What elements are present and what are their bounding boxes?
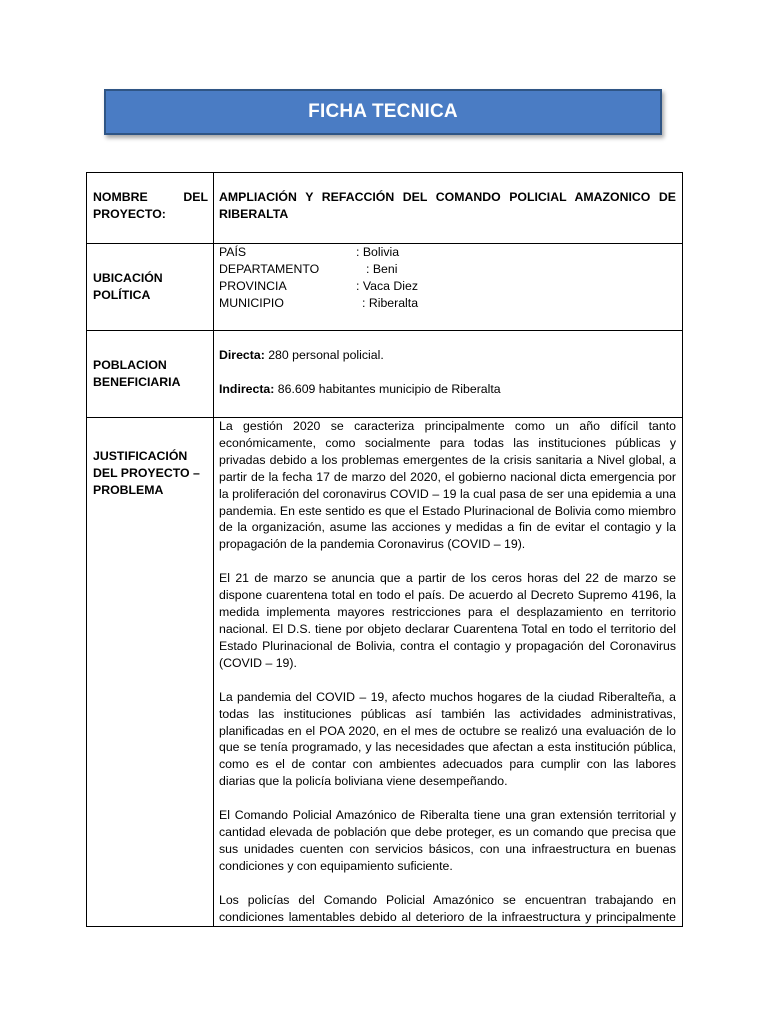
justificacion-value-cell bbox=[214, 418, 683, 927]
justificacion-paragraph: La gestión 2020 se caracteriza principalmente como un año difícil tanto económicamente, como socialmente para todas las instituciones públicas y privadas debido a los problemas emergentes de la crisis sanitaria a Nivel global, a partir de la fecha 17 de marzo del 2020, el gobierno nacional dicta emergencia por la proliferación del coronavirus COVID – 19 la cual pasa de ser una epidemia a una pandemia. En este sentido es que el Estado Plurinacional de Bolivia como miembro de la organización, asume las acciones y medidas a fin de evitar el contagio y la propagación de la pandemia Coronavirus (COVID – 19). bbox=[219, 419, 676, 552]
poblacion-indirecta bbox=[219, 381, 676, 398]
ubicacion-value: : Vaca Diez bbox=[356, 278, 418, 293]
indirecta-value: 86.609 habitantes municipio de Riberalta bbox=[274, 381, 501, 396]
nombre-label-cell bbox=[87, 173, 214, 244]
ubicacion-value: : Riberalta bbox=[362, 295, 419, 310]
directa-label: Directa: bbox=[219, 348, 265, 362]
indirecta-label: Indirecta: bbox=[219, 381, 275, 396]
nombre-value: AMPLIACIÓN Y REFACCIÓN DEL COMANDO POLICIAL AMAZONICO DE RIBERALTA bbox=[219, 190, 676, 221]
ubicacion-value: : Beni bbox=[366, 261, 398, 276]
poblacion-value-cell bbox=[214, 331, 683, 418]
poblacion-label: POBLACION BENEFICIARIA bbox=[93, 358, 181, 389]
table-row-nombre bbox=[87, 173, 683, 244]
ubicacion-item-pais bbox=[219, 244, 676, 261]
nombre-value-cell bbox=[214, 173, 683, 244]
poblacion-directa bbox=[219, 347, 676, 364]
ubicacion-key: PROVINCIA bbox=[219, 278, 287, 293]
table-row-poblacion bbox=[87, 331, 683, 418]
justificacion-paragraph: Los policías del Comando Policial Amazónico se encuentran trabajando en condiciones lamentables debido al deterioro de la infraestructura y principalmente bbox=[219, 892, 676, 924]
page-title: FICHA TECNICA bbox=[308, 101, 458, 122]
justificacion-paragraph: El Comando Policial Amazónico de Riberalta tiene una gran extensión territorial y cantidad elevada de población que debe proteger, es un comando que precisa que sus unidades cuenten con servicios básicos, con una infraestructura en buenas condiciones y con equipamiento suficiente. bbox=[219, 808, 676, 873]
justificacion-paragraph: El 21 de marzo se anuncia que a partir de los ceros horas del 22 de marzo se dispone cuarentena total en todo el país. De acuerdo al Decreto Supremo 4196, la medida implementa mayores restricciones para el desplazamiento en territorio nacional. El D.S. tiene por objeto declarar Cuarentena Total en todo el territorio del Estado Plurinacional de Bolivia, contra el contagio y propagación del Coronavirus (COVID – 19). bbox=[219, 571, 676, 670]
nombre-label: NOMBRE DEL PROYECTO: bbox=[93, 190, 208, 221]
justificacion-label: JUSTIFICACIÓN DEL PROYECTO – PROBLEMA bbox=[93, 449, 200, 497]
ubicacion-value-cell bbox=[214, 244, 683, 331]
poblacion-label-cell bbox=[87, 331, 214, 418]
ubicacion-item-departamento bbox=[219, 261, 676, 278]
table-row-ubicacion bbox=[87, 244, 683, 331]
ubicacion-key: PAÍS bbox=[219, 245, 247, 259]
ubicacion-value: : Bolivia bbox=[356, 245, 400, 259]
justificacion-label-cell bbox=[87, 418, 214, 927]
ubicacion-item-provincia bbox=[219, 278, 676, 295]
justificacion-paragraph: La pandemia del COVID – 19, afecto muchos hogares de la ciudad Riberalteña, a todas las instituciones públicas así también las actividades administrativas, planificadas en el POA 2020, en el mes de octubre se realizó una evaluación de lo que se tenía programado, y las necesidades que afectan a esta institución pública, como es el de contar con ambientes adecuados para cumplir con las labores diarias que la policía boliviana viene desempeñando. bbox=[219, 689, 676, 789]
table-row-justificacion bbox=[87, 418, 683, 927]
ubicacion-item-municipio bbox=[219, 295, 676, 312]
ubicacion-label-cell bbox=[87, 244, 214, 331]
title-banner bbox=[104, 89, 662, 135]
directa-value: 280 personal policial. bbox=[264, 348, 384, 362]
ubicacion-label: UBICACIÓN POLÍTICA bbox=[93, 271, 163, 302]
technical-sheet-table bbox=[86, 172, 683, 927]
ubicacion-key: DEPARTAMENTO bbox=[219, 261, 320, 276]
ubicacion-key: MUNICIPIO bbox=[219, 295, 284, 310]
